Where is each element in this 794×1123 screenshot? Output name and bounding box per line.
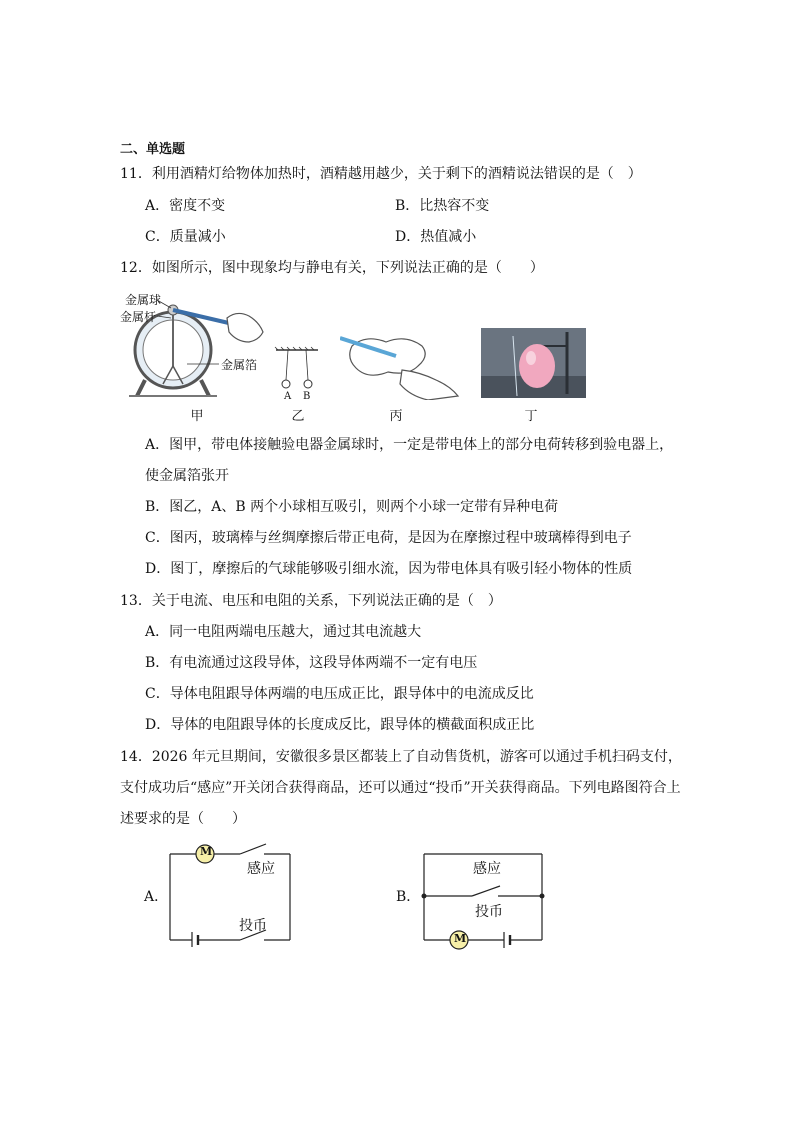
two-balls-figure — [272, 346, 322, 396]
caption-yi: 乙 — [291, 409, 305, 424]
section-title: 二、单选题 — [120, 142, 186, 157]
circuit-b-switch-coin: 投币 — [475, 904, 503, 920]
label-metal-foil: 金属箔 — [221, 358, 258, 372]
circuit-a-diagram — [168, 842, 298, 947]
balloon-photo — [481, 328, 586, 398]
q12-option-a: A．图甲，带电体接触验电器金属球时，一定是带电体上的部分电荷转移到验电器上， — [145, 437, 674, 453]
question-11-stem: 11．利用酒精灯给物体加热时，酒精越用越少，关于剩下的酒精说法错误的是（ ） — [120, 166, 642, 182]
circuit-a-switch-sense: 感应 — [247, 861, 275, 877]
label-metal-ball: 金属球 — [125, 293, 162, 307]
question-12-stem: 12．如图所示，图中现象均与静电有关，下列说法正确的是（ ） — [120, 260, 544, 276]
q13-option-b: B．有电流通过这段导体，这段导体两端不一定有电压 — [145, 655, 478, 671]
q13-option-d: D．导体的电阻跟导体的长度成反比，跟导体的横截面积成正比 — [145, 717, 535, 733]
label-metal-rod: 金属杆 — [120, 310, 157, 324]
silk-rubbing-figure — [340, 330, 465, 400]
question-14-stem-line-1: 14．2026 年元旦期间，安徽很多景区都装上了自动售货机，游客可以通过手机扫码支付， — [120, 749, 682, 765]
caption-jia: 甲 — [190, 409, 204, 424]
circuit-b-motor: M — [454, 932, 467, 945]
q12-option-a-continued: 使金属箔张开 — [145, 468, 229, 484]
question-13-stem: 13．关于电流、电压和电阻的关系，下列说法正确的是（ ） — [120, 593, 502, 609]
label-ball-b: B — [303, 391, 311, 402]
question-14-stem-line-2: 支付成功后“感应”开关闭合获得商品，还可以通过“投币”开关获得商品。下列电路图符合上 — [120, 780, 681, 796]
label-ball-a: A — [284, 391, 292, 402]
q11-option-b: B．比热容不变 — [395, 198, 490, 214]
circuit-a-switch-coin: 投币 — [239, 918, 267, 934]
caption-bing: 丙 — [389, 409, 403, 424]
caption-ding: 丁 — [524, 409, 538, 424]
q11-option-d: D．热值减小 — [395, 229, 477, 245]
q11-option-c: C．质量减小 — [145, 229, 226, 245]
q12-option-b: B．图乙，A、B 两个小球相互吸引，则两个小球一定带有异种电荷 — [145, 499, 559, 515]
q11-option-a: A．密度不变 — [145, 198, 226, 214]
q13-option-a: A．同一电阻两端电压越大，通过其电流越大 — [145, 624, 422, 640]
q12-option-c: C．图丙，玻璃棒与丝绸摩擦后带正电荷，是因为在摩擦过程中玻璃棒得到电子 — [145, 530, 632, 546]
circuit-a-label: A． — [144, 889, 169, 905]
circuit-b-label: B． — [396, 889, 421, 905]
q12-option-d: D．图丁，摩擦后的气球能够吸引细水流，因为带电体具有吸引轻小物体的性质 — [145, 561, 633, 577]
circuit-b-switch-sense: 感应 — [473, 861, 501, 877]
q13-option-c: C．导体电阻跟导体两端的电压成正比，跟导体中的电流成反比 — [145, 686, 534, 702]
circuit-a-motor: M — [200, 845, 213, 858]
question-14-stem-line-3: 述要求的是（ ） — [120, 811, 246, 827]
